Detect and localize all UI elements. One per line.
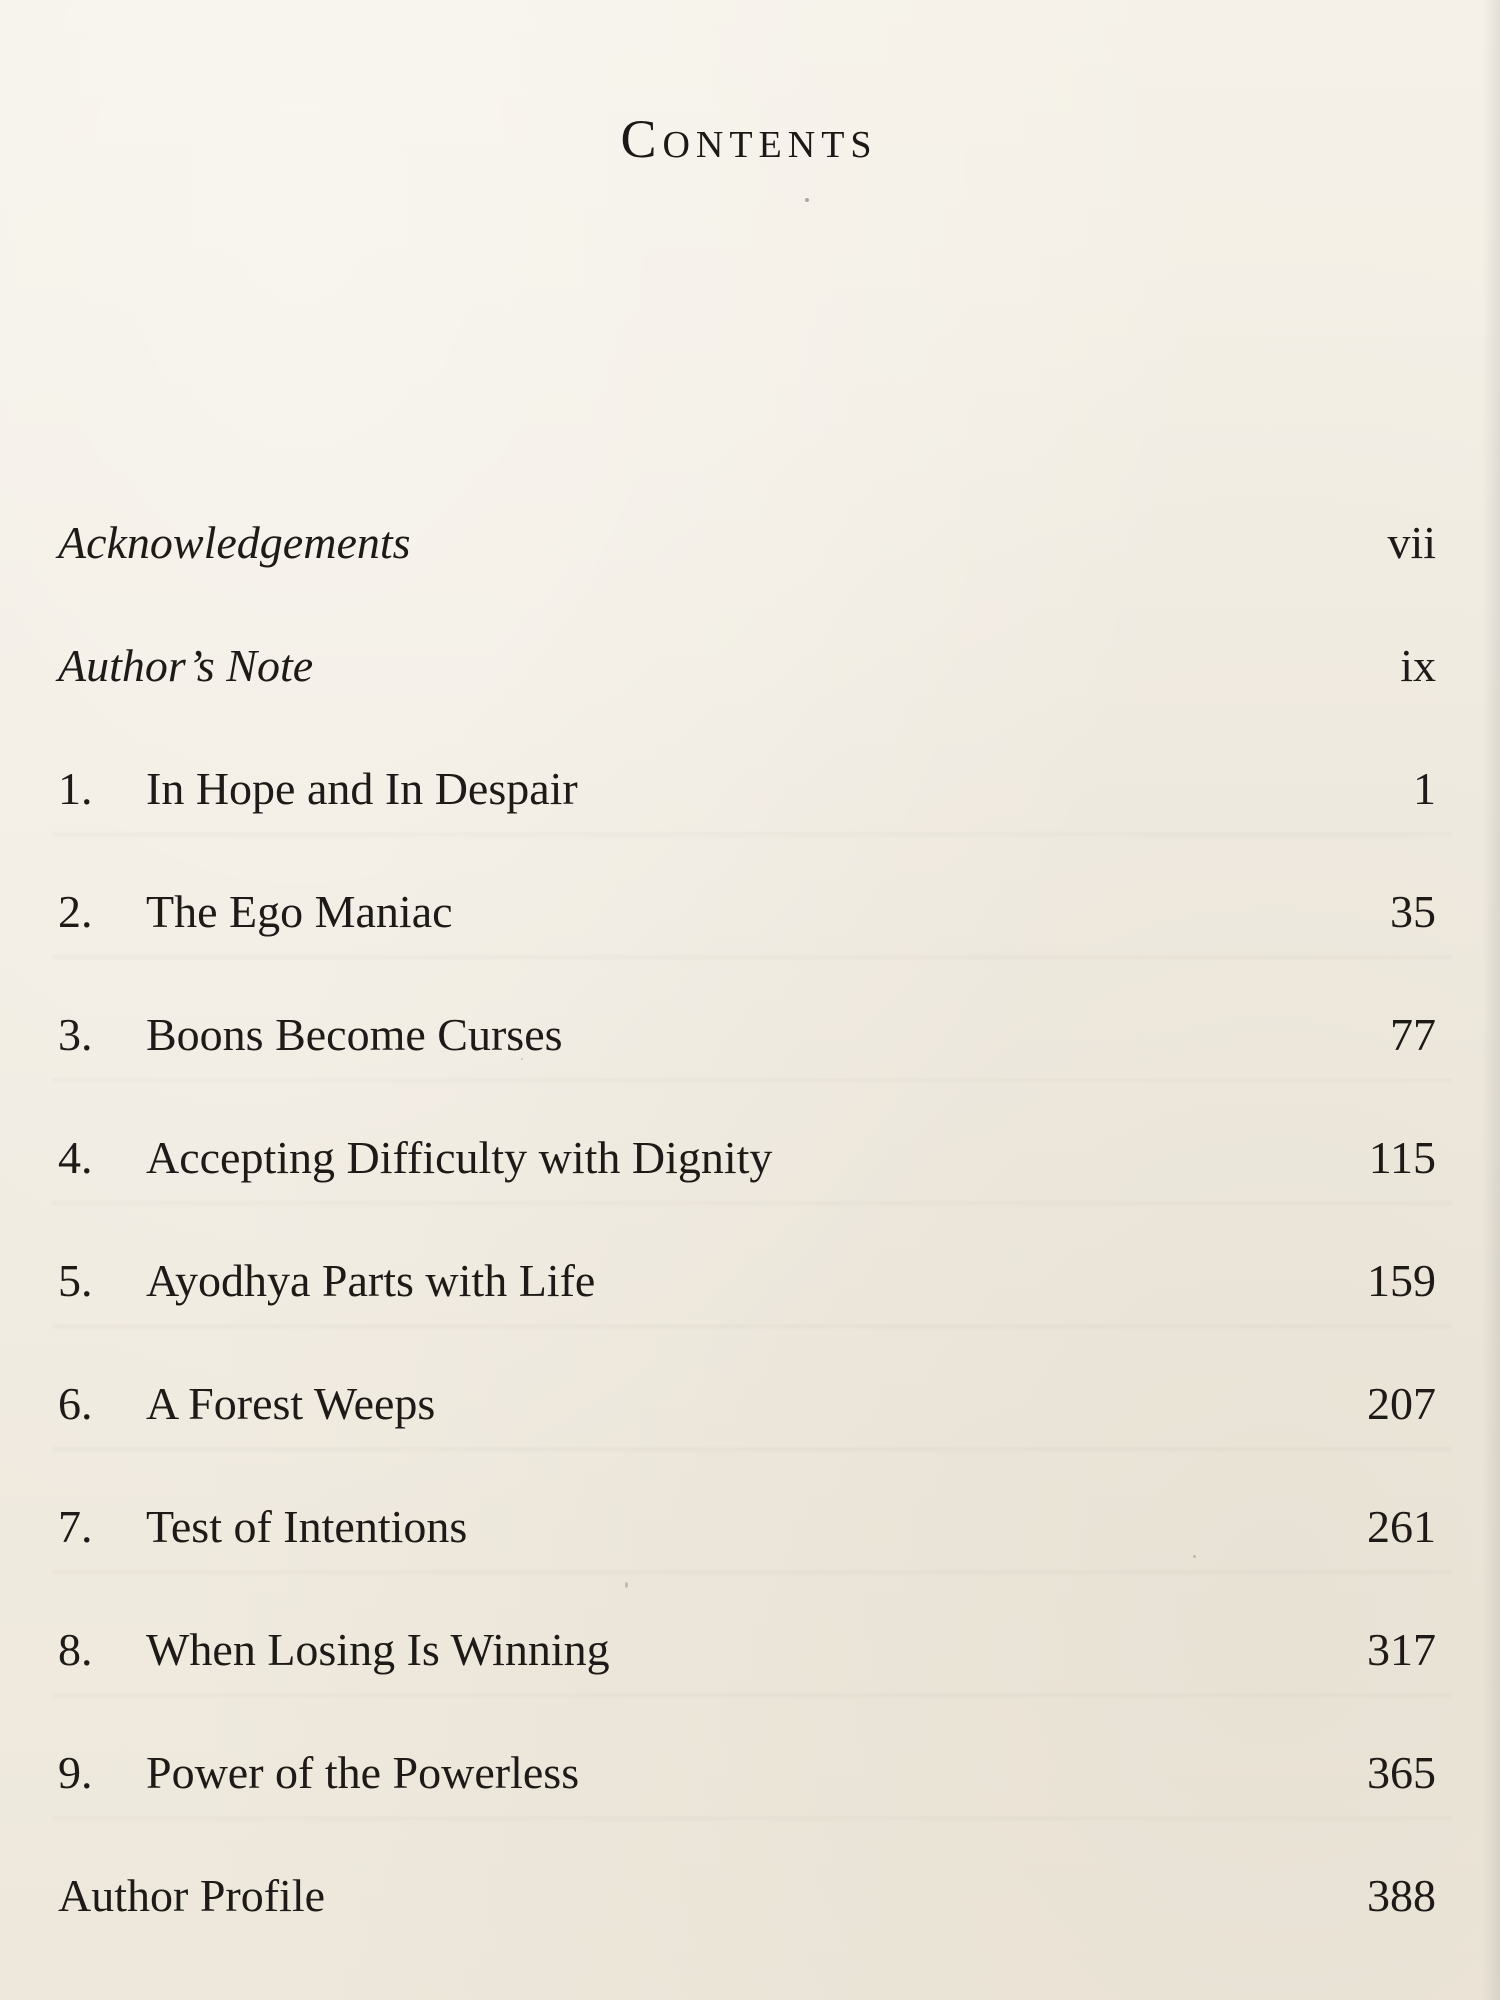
toc-entry-chapter-9 bbox=[58, 1745, 1436, 1868]
toc-entry-page-number: 388 bbox=[1367, 1870, 1436, 1921]
title-ornament-mark bbox=[805, 198, 809, 202]
paper-speck bbox=[625, 1582, 628, 1588]
toc-entry-label-wrap bbox=[58, 761, 578, 816]
table-of-contents bbox=[58, 515, 1436, 1991]
toc-entry-label: Author Profile bbox=[58, 1870, 326, 1921]
toc-entry-authors-note bbox=[58, 638, 1436, 761]
toc-entry-page-number: 317 bbox=[1367, 1624, 1436, 1675]
toc-entry-label-wrap bbox=[58, 1376, 435, 1431]
toc-entry-acknowledgements bbox=[58, 515, 1436, 638]
toc-entry-page-number: 159 bbox=[1367, 1255, 1436, 1306]
toc-entry-number: 2. bbox=[58, 886, 93, 937]
toc-entry-label-wrap bbox=[58, 1499, 467, 1554]
toc-entry-number: 5. bbox=[58, 1255, 93, 1306]
toc-entry-chapter-5 bbox=[58, 1253, 1436, 1376]
toc-entry-label: Power of the Powerless bbox=[146, 1747, 580, 1798]
toc-entry-label: Author’s Note bbox=[58, 640, 314, 691]
toc-entry-label: In Hope and In Despair bbox=[146, 763, 578, 814]
toc-entry-label: Test of Intentions bbox=[146, 1501, 468, 1552]
paper-speck bbox=[521, 1058, 523, 1060]
toc-entry-label-wrap bbox=[58, 1130, 772, 1185]
toc-entry-page-number: 115 bbox=[1368, 1132, 1436, 1183]
toc-entry-label: Accepting Difficulty with Dignity bbox=[146, 1132, 773, 1183]
toc-entry-label: Acknowledgements bbox=[58, 517, 411, 568]
toc-entry-page-number: ix bbox=[1400, 640, 1436, 691]
toc-entry-page-number: vii bbox=[1387, 517, 1436, 568]
toc-entry-label-wrap bbox=[58, 1868, 325, 1923]
toc-entry-number: 7. bbox=[58, 1501, 93, 1552]
toc-entry-label-wrap bbox=[58, 515, 411, 570]
toc-entry-chapter-6 bbox=[58, 1376, 1436, 1499]
toc-entry-page-number: 35 bbox=[1390, 886, 1436, 937]
toc-entry-chapter-7 bbox=[58, 1499, 1436, 1622]
toc-entry-number: 3. bbox=[58, 1009, 93, 1060]
toc-entry-chapter-4 bbox=[58, 1130, 1436, 1253]
toc-entry-label: A Forest Weeps bbox=[146, 1378, 436, 1429]
toc-entry-number: 6. bbox=[58, 1378, 93, 1429]
toc-entry-page-number: 365 bbox=[1367, 1747, 1436, 1798]
toc-entry-label-wrap bbox=[58, 884, 453, 939]
toc-entry-page-number: 207 bbox=[1367, 1378, 1436, 1429]
toc-entry-page-number: 261 bbox=[1367, 1501, 1436, 1552]
toc-entry-label: When Losing Is Winning bbox=[146, 1624, 610, 1675]
toc-entry-label-wrap bbox=[58, 1622, 610, 1677]
toc-entry-chapter-3 bbox=[58, 1007, 1436, 1130]
toc-entry-label: Boons Become Curses bbox=[146, 1009, 563, 1060]
toc-entry-label: The Ego Maniac bbox=[146, 886, 453, 937]
toc-entry-chapter-2 bbox=[58, 884, 1436, 1007]
toc-entry-number: 9. bbox=[58, 1747, 93, 1798]
toc-entry-author-profile bbox=[58, 1868, 1436, 1991]
toc-entry-page-number: 1 bbox=[1413, 763, 1436, 814]
paper-speck bbox=[1193, 1555, 1196, 1558]
toc-entry-chapter-8 bbox=[58, 1622, 1436, 1745]
toc-entry-label-wrap bbox=[58, 638, 313, 693]
toc-entry-label-wrap bbox=[58, 1253, 595, 1308]
toc-entry-number: 1. bbox=[58, 763, 93, 814]
toc-entry-page-number: 77 bbox=[1390, 1009, 1436, 1060]
toc-entry-number: 4. bbox=[58, 1132, 93, 1183]
toc-entry-label-wrap bbox=[58, 1007, 563, 1062]
toc-entry-label: Ayodhya Parts with Life bbox=[146, 1255, 596, 1306]
contents-title bbox=[0, 108, 1500, 170]
toc-entry-number: 8. bbox=[58, 1624, 93, 1675]
toc-entry-label-wrap bbox=[58, 1745, 579, 1800]
toc-entry-chapter-1 bbox=[58, 761, 1436, 884]
contents-title-text: Contents bbox=[620, 109, 878, 169]
